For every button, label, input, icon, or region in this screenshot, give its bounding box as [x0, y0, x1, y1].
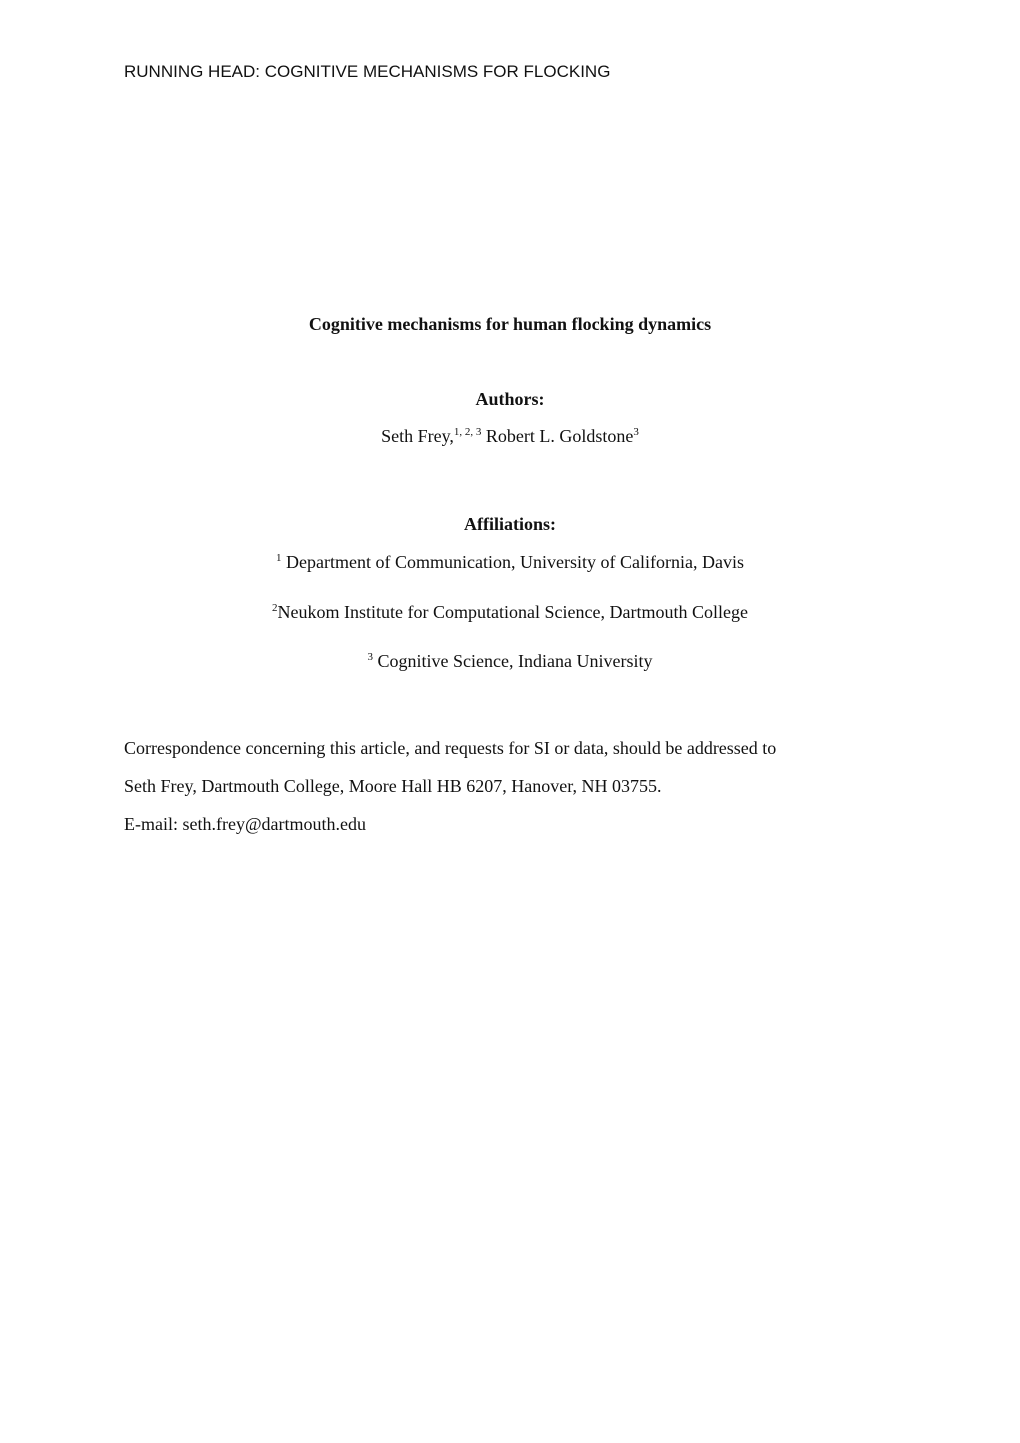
author-2-affiliation-marks: 3	[633, 426, 639, 438]
author-2-name: Robert L. Goldstone	[485, 426, 634, 446]
affiliation-number: 1	[276, 552, 282, 564]
correspondence-address: Seth Frey, Dartmouth College, Moore Hall HB 6207, Hanover, NH 03755.	[124, 776, 662, 796]
author-1-affiliation-marks: 1, 2, 3	[453, 426, 482, 438]
correspondence-line: Correspondence concerning this article, and requests for SI or data, should be addressed to	[124, 738, 777, 758]
paper-title: Cognitive mechanisms for human flocking dynamics	[308, 314, 712, 334]
affiliations-heading: Affiliations:	[464, 514, 556, 534]
affiliation-item	[0, 602, 1020, 623]
author-1-name: Seth Frey,	[381, 426, 454, 446]
affiliation-item	[0, 552, 1020, 573]
affiliation-text: Department of Communication, University of California, Davis	[286, 552, 744, 572]
affiliation-text: Neukom Institute for Computational Science, Dartmouth College	[277, 602, 748, 622]
affiliation-number: 2	[272, 602, 278, 614]
affiliation-text: Cognitive Science, Indiana University	[377, 651, 653, 671]
affiliation-item	[0, 651, 1020, 672]
authors-heading: Authors:	[475, 389, 545, 409]
affiliation-number: 3	[367, 651, 374, 663]
running-head: RUNNING HEAD: COGNITIVE MECHANISMS FOR FLOCKING	[124, 62, 611, 81]
correspondence-email: E-mail: seth.frey@dartmouth.edu	[124, 814, 367, 834]
authors-line	[0, 426, 1020, 447]
